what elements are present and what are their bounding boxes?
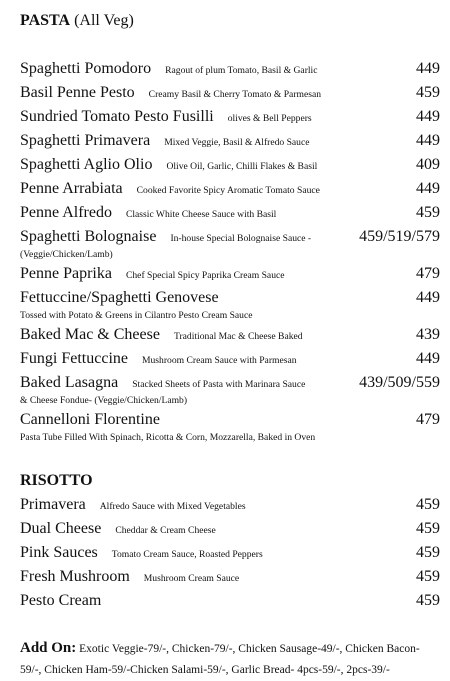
item-name: Basil Penne Pesto [20, 84, 135, 101]
item-price: 479 [416, 265, 440, 282]
menu-item [20, 496, 440, 514]
menu-item [20, 592, 440, 610]
menu-item [20, 520, 440, 538]
item-description: Olive Oil, Garlic, Chilli Flakes & Basil [166, 161, 318, 172]
item-description: Chef Special Spicy Paprika Cream Sauce [125, 270, 285, 281]
item-price: 449 [416, 180, 440, 197]
menu-item [20, 180, 440, 198]
item-name: Fettuccine/Spaghetti Genovese [20, 289, 219, 306]
item-name: Fresh Mushroom [20, 568, 130, 585]
menu-item [20, 228, 440, 246]
addon-text: Exotic Veggie-79/-, Chicken-79/-, Chicken Sausage-49/-, Chicken Bacon-59/-, Chicken Ham-59/-Chicken Salami-59/-, Garlic Bread- 4pcs-59/-, 2pcs-39/- [20, 643, 420, 676]
item-name: Spaghetti Aglio Olio [20, 156, 153, 173]
menu-item [20, 411, 440, 429]
item-description: Creamy Basil & Cherry Tomato & Parmesan [148, 89, 322, 100]
menu-item [20, 156, 440, 174]
menu-item [20, 60, 440, 78]
item-price: 459 [416, 568, 440, 585]
item-price: 459 [416, 592, 440, 609]
item-price: 449 [416, 132, 440, 149]
pasta-title-rest: (All Veg) [70, 12, 134, 29]
item-description: Alfredo Sauce with Mixed Vegetables [99, 501, 246, 512]
item-description: Mixed Veggie, Basil & Alfredo Sauce [164, 137, 310, 148]
item-price: 409 [416, 156, 440, 173]
item-price: 449 [416, 289, 440, 306]
item-price: 439/509/559 [359, 374, 440, 391]
item-description: Ragout of plum Tomato, Basil & Garlic [165, 65, 318, 76]
item-description-continued: Pasta Tube Filled With Spinach, Ricotta & Corn, Mozzarella, Baked in Oven [20, 432, 316, 443]
item-description: Stacked Sheets of Pasta with Marinara Sauce [132, 379, 306, 390]
risotto-section-title [20, 472, 93, 490]
menu-item [20, 326, 440, 344]
menu-item [20, 350, 440, 368]
risotto-title-bold: RISOTTO [20, 472, 93, 489]
item-description: Cooked Favorite Spicy Aromatic Tomato Sauce [136, 185, 320, 196]
item-description: Mushroom Cream Sauce with Parmesan [141, 355, 297, 366]
item-description: Cheddar & Cream Cheese [115, 525, 216, 536]
item-name: Primavera [20, 496, 86, 513]
item-name: Baked Mac & Cheese [20, 326, 160, 343]
item-name: Sundried Tomato Pesto Fusilli [20, 108, 214, 125]
item-name: Fungi Fettuccine [20, 350, 128, 367]
pasta-title-bold: PASTA [20, 12, 71, 29]
menu-item [20, 108, 440, 126]
item-description: Tomato Cream Sauce, Roasted Peppers [111, 549, 263, 560]
item-description: Traditional Mac & Cheese Baked [173, 331, 303, 342]
menu-item [20, 289, 440, 307]
item-name: Spaghetti Pomodoro [20, 60, 152, 77]
item-description: Mushroom Cream Sauce [143, 573, 240, 584]
item-name: Pink Sauces [20, 544, 98, 561]
item-price: 479 [416, 411, 440, 428]
item-price: 449 [416, 108, 440, 125]
item-price: 439 [416, 326, 440, 343]
item-price: 459/519/579 [359, 228, 440, 245]
menu-item [20, 204, 440, 222]
menu-item [20, 132, 440, 150]
item-description-continued: & Cheese Fondue- (Veggie/Chicken/Lamb) [20, 395, 188, 406]
item-name: Penne Alfredo [20, 204, 112, 221]
item-price: 459 [416, 520, 440, 537]
item-name: Penne Paprika [20, 265, 112, 282]
item-price: 449 [416, 350, 440, 367]
item-name: Cannelloni Florentine [20, 411, 160, 428]
item-description-continued: Tossed with Potato & Greens in Cilantro Pesto Cream Sauce [20, 310, 253, 321]
item-description: Classic White Cheese Sauce with Basil [125, 209, 277, 220]
menu-item [20, 265, 440, 283]
item-description: olives & Bell Peppers [227, 113, 312, 124]
menu-item [20, 84, 440, 102]
item-price: 459 [416, 204, 440, 221]
menu-item [20, 568, 440, 586]
item-name: Penne Arrabiata [20, 180, 123, 197]
item-price: 459 [416, 496, 440, 513]
pasta-section-title [20, 12, 134, 30]
item-name: Spaghetti Primavera [20, 132, 151, 149]
item-name: Spaghetti Bolognaise [20, 228, 157, 245]
item-price: 459 [416, 544, 440, 561]
item-price: 449 [416, 60, 440, 77]
menu-item [20, 544, 440, 562]
item-name: Baked Lasagna [20, 374, 119, 391]
addon-note [20, 638, 440, 681]
item-price: 459 [416, 84, 440, 101]
item-name: Dual Cheese [20, 520, 102, 537]
item-name: Pesto Cream [20, 592, 102, 609]
item-description: In-house Special Bolognaise Sauce - [170, 233, 312, 244]
menu-item [20, 374, 440, 392]
item-description-continued: (Veggie/Chicken/Lamb) [20, 249, 113, 260]
addon-label: Add On: [20, 640, 77, 656]
